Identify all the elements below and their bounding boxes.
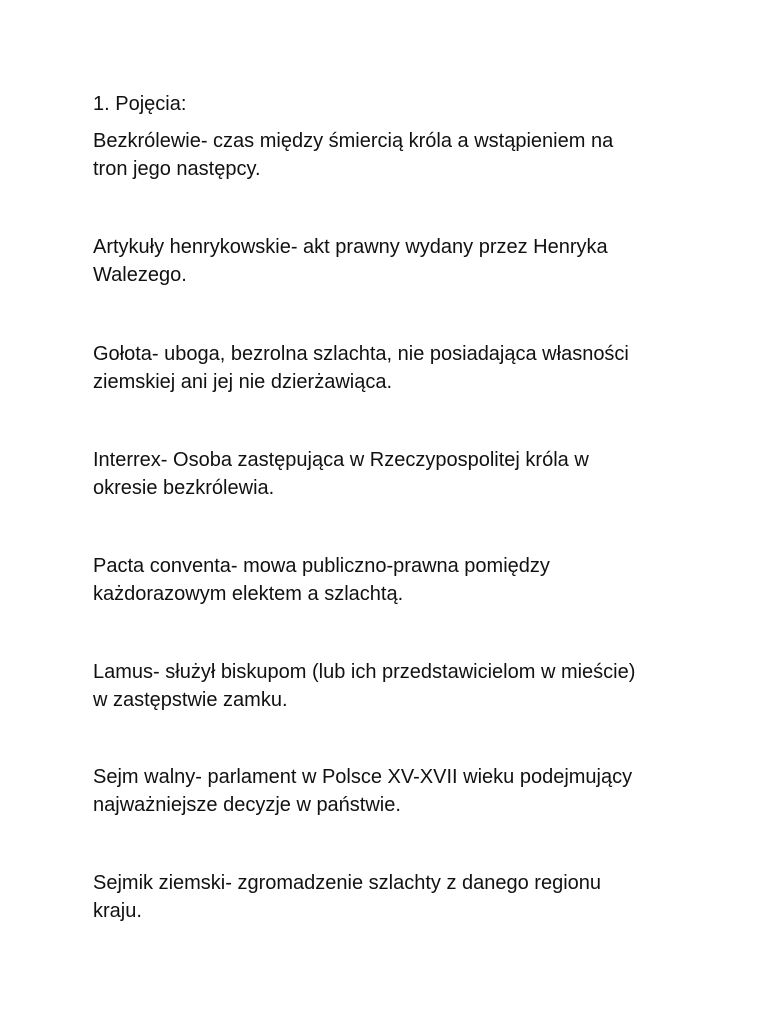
definition-sejmik-ziemski	[93, 869, 693, 925]
definition-line: Artykuły henrykowskie- akt prawny wydany przez Henryka	[93, 236, 608, 258]
definition-pacta-conventa	[93, 552, 693, 608]
definition-line: kraju.	[93, 900, 142, 922]
definition-lamus	[93, 658, 693, 714]
definition-bezkrolewie	[93, 127, 693, 183]
definition-sejm-walny	[93, 763, 693, 819]
definition-line: Sejm walny- parlament w Polsce XV-XVII wieku podejmujący	[93, 766, 633, 788]
definition-line: w zastępstwie zamku.	[93, 689, 288, 711]
definition-line: Interrex- Osoba zastępująca w Rzeczypospolitej króla w	[93, 449, 589, 471]
definition-interrex	[93, 446, 693, 502]
definition-line: ziemskiej ani jej nie dzierżawiąca.	[93, 371, 393, 393]
definition-artykuly-henrykowskie	[93, 233, 693, 289]
definition-line: każdorazowym elektem a szlachtą.	[93, 583, 404, 605]
definition-line: Sejmik ziemski- zgromadzenie szlachty z danego regionu	[93, 872, 602, 894]
definition-line: Pacta conventa- mowa publiczno-prawna pomiędzy	[93, 555, 550, 577]
definition-line: tron jego następcy.	[93, 158, 261, 180]
definition-line: Walezego.	[93, 264, 187, 286]
definition-line: najważniejsze decyzje w państwie.	[93, 794, 401, 816]
definition-line: Lamus- służył biskupom (lub ich przedstawicielom w mieście)	[93, 661, 636, 683]
definition-line: Gołota- uboga, bezrolna szlachta, nie posiadająca własności	[93, 343, 629, 365]
definition-line: okresie bezkrólewia.	[93, 477, 275, 499]
definition-line: Bezkrólewie- czas między śmiercią króla a wstąpieniem na	[93, 130, 614, 152]
definition-golota	[93, 340, 693, 396]
section-heading: 1. Pojęcia:	[93, 93, 187, 115]
